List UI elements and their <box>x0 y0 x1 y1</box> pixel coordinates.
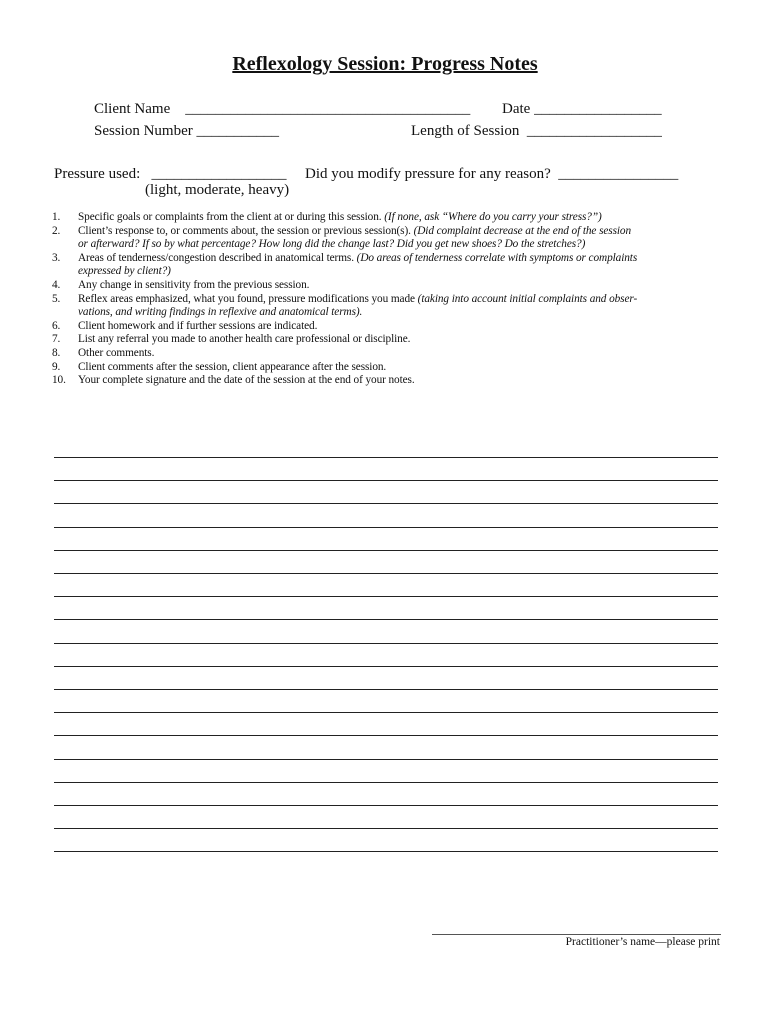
instruction-italic-note: (Do areas of tenderness correlate with symptoms or complaints <box>356 251 638 264</box>
notes-line[interactable] <box>54 573 718 574</box>
notes-line[interactable] <box>54 503 718 504</box>
instruction-body <box>78 361 724 375</box>
pressure-used-label: Pressure used: <box>54 166 141 182</box>
instruction-number: 8. <box>52 346 61 359</box>
instruction-number: 6. <box>52 319 61 332</box>
signature-label: Practitioner’s name—please print <box>565 936 720 948</box>
notes-line[interactable] <box>54 851 718 852</box>
instruction-text: Your complete signature and the date of the session at the end of your notes. <box>78 374 415 387</box>
client-name-field[interactable] <box>94 101 470 118</box>
notes-line[interactable] <box>54 643 718 644</box>
instruction-item <box>52 347 724 361</box>
instruction-body <box>78 252 724 279</box>
instruction-text: Client’s response to, or comments about, the session or previous session(s). <box>78 224 411 237</box>
instruction-body <box>78 211 724 225</box>
session-number-blank[interactable]: ___________ <box>196 123 279 139</box>
length-of-session-label: Length of Session <box>411 123 520 139</box>
notes-line[interactable] <box>54 712 718 713</box>
instruction-number: 5. <box>52 292 61 305</box>
pressure-used-field[interactable] <box>54 166 287 183</box>
notes-line[interactable] <box>54 782 718 783</box>
instruction-text: Any change in sensitivity from the previous session. <box>78 278 310 291</box>
instruction-text: Specific goals or complaints from the client at or during this session. <box>78 211 382 223</box>
modify-pressure-label: Did you modify pressure for any reason? <box>305 166 551 182</box>
notes-line[interactable] <box>54 759 718 760</box>
instruction-item <box>52 225 724 252</box>
instruction-body <box>78 374 724 388</box>
notes-line[interactable] <box>54 550 718 551</box>
instruction-text: Areas of tenderness/congestion described in anatomical terms. <box>78 251 354 264</box>
date-blank[interactable]: _________________ <box>534 101 662 117</box>
notes-line[interactable] <box>54 596 718 597</box>
session-number-field[interactable] <box>94 123 279 140</box>
instruction-item <box>52 211 724 225</box>
notes-line[interactable] <box>54 457 718 458</box>
session-number-label: Session Number <box>94 123 193 139</box>
notes-line[interactable] <box>54 480 718 481</box>
instruction-item <box>52 374 724 388</box>
instruction-italic-continuation: or afterward? If so by what percentage? How long did the change last? Did you get new shoes? Do the stretches?) <box>78 238 586 251</box>
signature-line[interactable] <box>432 934 721 935</box>
instruction-italic-note: (Did complaint decrease at the end of the session <box>413 224 632 237</box>
notes-line[interactable] <box>54 527 718 528</box>
pressure-used-blank[interactable]: __________________ <box>151 166 287 182</box>
instruction-item <box>52 293 724 320</box>
instruction-italic-note: (taking into account initial complaints and obser- <box>417 292 638 305</box>
instruction-item <box>52 333 724 347</box>
notes-line[interactable] <box>54 805 718 806</box>
instructions-list <box>52 211 724 388</box>
instruction-number: 3. <box>52 251 61 264</box>
instruction-text: List any referral you made to another health care professional or discipline. <box>78 333 411 346</box>
date-label: Date <box>502 101 531 117</box>
length-of-session-blank[interactable]: __________________ <box>526 123 662 139</box>
instruction-number: 1. <box>52 211 61 223</box>
instruction-number: 10. <box>52 374 66 387</box>
instruction-body <box>78 320 724 334</box>
instruction-italic-continuation: vations, and writing findings in reflexive and anatomical terms). <box>78 306 363 319</box>
client-name-blank[interactable]: ______________________________________ <box>185 101 471 117</box>
instruction-item <box>52 361 724 375</box>
page-title: Reflexology Session: Progress Notes <box>232 53 538 75</box>
client-name-label: Client Name <box>94 101 171 117</box>
instruction-text: Client comments after the session, client appearance after the session. <box>78 360 387 373</box>
instruction-italic-continuation: expressed by client?) <box>78 265 171 278</box>
date-field[interactable] <box>502 101 662 118</box>
modify-pressure-blank[interactable]: ________________ <box>558 166 679 182</box>
instruction-number: 4. <box>52 278 61 291</box>
notes-line[interactable] <box>54 666 718 667</box>
instruction-item <box>52 252 724 279</box>
length-of-session-field[interactable] <box>411 123 662 140</box>
instruction-body <box>78 225 724 252</box>
notes-line[interactable] <box>54 828 718 829</box>
notes-line[interactable] <box>54 735 718 736</box>
instruction-number: 9. <box>52 360 61 373</box>
pressure-used-hint: (light, moderate, heavy) <box>145 182 290 198</box>
instruction-text: Other comments. <box>78 346 155 359</box>
instruction-number: 7. <box>52 333 61 346</box>
instruction-body <box>78 293 724 320</box>
instruction-body <box>78 347 724 361</box>
instruction-number: 2. <box>52 224 61 237</box>
instruction-item <box>52 279 724 293</box>
instruction-italic-note: (If none, ask “Where do you carry your stress?”) <box>384 211 602 223</box>
modify-pressure-field[interactable] <box>305 166 678 183</box>
notes-line[interactable] <box>54 619 718 620</box>
notes-line[interactable] <box>54 689 718 690</box>
instruction-body <box>78 279 724 293</box>
instruction-item <box>52 320 724 334</box>
instruction-text: Client homework and if further sessions are indicated. <box>78 319 318 332</box>
instruction-body <box>78 333 724 347</box>
instruction-text: Reflex areas emphasized, what you found, pressure modifications you made <box>78 292 415 305</box>
